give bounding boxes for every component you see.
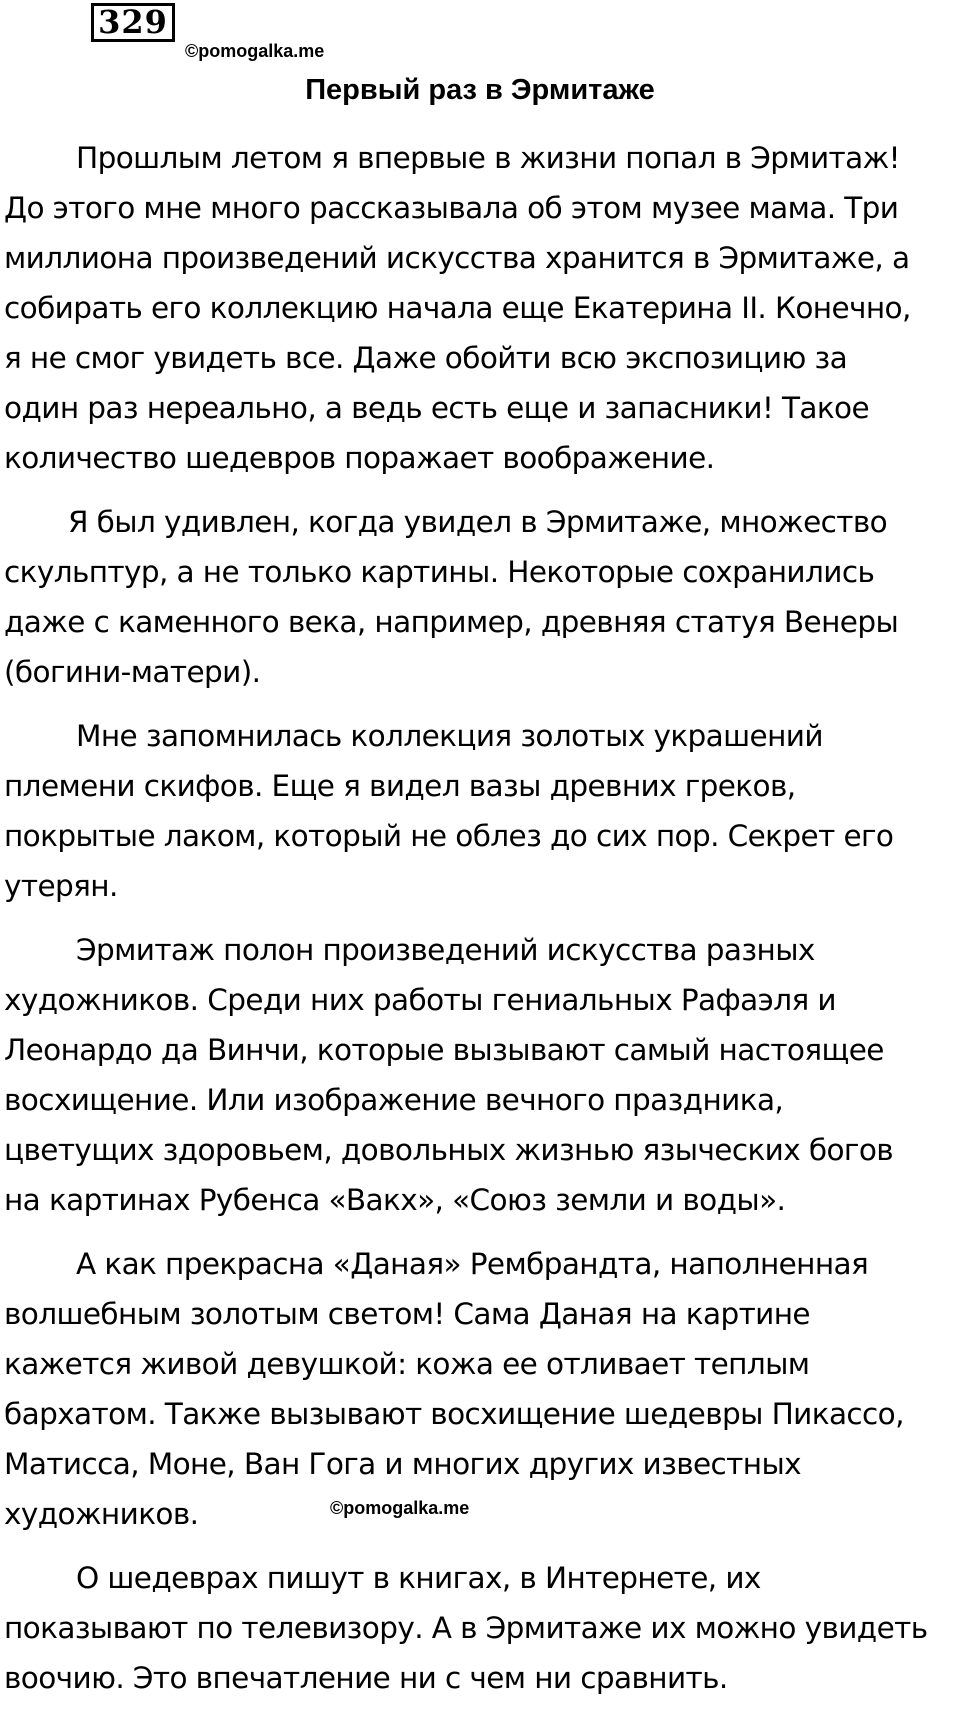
page-title: Первый раз в Эрмитаже bbox=[305, 74, 655, 106]
text-line: скульптур, а не только картины. Некоторые сохранились bbox=[4, 555, 875, 589]
text-line: (богини-матери). bbox=[4, 655, 261, 689]
text-line: Мне запомнилась коллекция золотых украшений bbox=[76, 719, 823, 753]
text-line: я не смог увидеть все. Даже обойти всю экспозицию за bbox=[4, 341, 848, 375]
text-line: восхищение. Или изображение вечного праздника, bbox=[4, 1083, 784, 1117]
text-line: Эрмитаж полон произведений искусства разных bbox=[76, 933, 815, 967]
text-line: утерян. bbox=[4, 869, 118, 903]
text-line: собирать его коллекцию начала еще Екатерина II. Конечно, bbox=[4, 291, 911, 325]
text-line: цветущих здоровьем, довольных жизнью языческих богов bbox=[4, 1133, 894, 1167]
exercise-number: 329 bbox=[91, 3, 175, 42]
text-line: даже с каменного века, например, древняя статуя Венеры bbox=[4, 605, 899, 639]
text-line: художников. Среди них работы гениальных Рафаэля и bbox=[4, 983, 836, 1017]
paragraph-5 bbox=[4, 1239, 960, 1539]
text-line: племени скифов. Еще я видел вазы древних греков, bbox=[4, 769, 796, 803]
paragraph-4 bbox=[4, 925, 960, 1225]
paragraph-3 bbox=[4, 711, 960, 911]
text-line: на картинах Рубенса «Вакх», «Союз земли и воды». bbox=[4, 1183, 786, 1217]
watermark-bottom: ©pomogalka.me bbox=[330, 1498, 470, 1518]
text-body bbox=[4, 133, 960, 1717]
text-line: А как прекрасна «Даная» Рембрандта, наполненная bbox=[76, 1247, 869, 1281]
paragraph-1 bbox=[4, 133, 960, 483]
text-line: художников. bbox=[4, 1497, 199, 1531]
text-line: Матисса, Моне, Ван Гога и многих других известных bbox=[4, 1447, 801, 1481]
text-line: покрытые лаком, который не облез до сих пор. Секрет его bbox=[4, 819, 894, 853]
text-line: миллиона произведений искусства хранится в Эрмитаже, а bbox=[4, 241, 910, 275]
text-line: кажется живой девушкой: кожа ее отливает теплым bbox=[4, 1347, 810, 1381]
text-line: До этого мне много рассказывала об этом музее мама. Три bbox=[4, 191, 899, 225]
text-line: бархатом. Также вызывают восхищение шедевры Пикассо, bbox=[4, 1397, 904, 1431]
watermark-top: ©pomogalka.me bbox=[185, 41, 325, 61]
paragraph-2 bbox=[4, 497, 960, 697]
text-line: Леонардо да Винчи, которые вызывают самый настоящее bbox=[4, 1033, 884, 1067]
text-line: Прошлым летом я впервые в жизни попал в Эрмитаж! bbox=[76, 141, 900, 175]
text-line: О шедеврах пишут в книгах, в Интернете, их bbox=[76, 1561, 761, 1595]
text-line: количество шедевров поражает воображение. bbox=[4, 441, 715, 475]
text-line: один раз нереально, а ведь есть еще и запасники! Такое bbox=[4, 391, 870, 425]
text-line: показывают по телевизору. А в Эрмитаже их можно увидеть bbox=[4, 1611, 928, 1645]
text-line: волшебным золотым светом! Сама Даная на картине bbox=[4, 1297, 810, 1331]
text-line: воочию. Это впечатление ни с чем ни сравнить. bbox=[4, 1661, 728, 1695]
text-line: Я был удивлен, когда увидел в Эрмитаже, множество bbox=[68, 505, 888, 539]
paragraph-6 bbox=[4, 1553, 960, 1703]
